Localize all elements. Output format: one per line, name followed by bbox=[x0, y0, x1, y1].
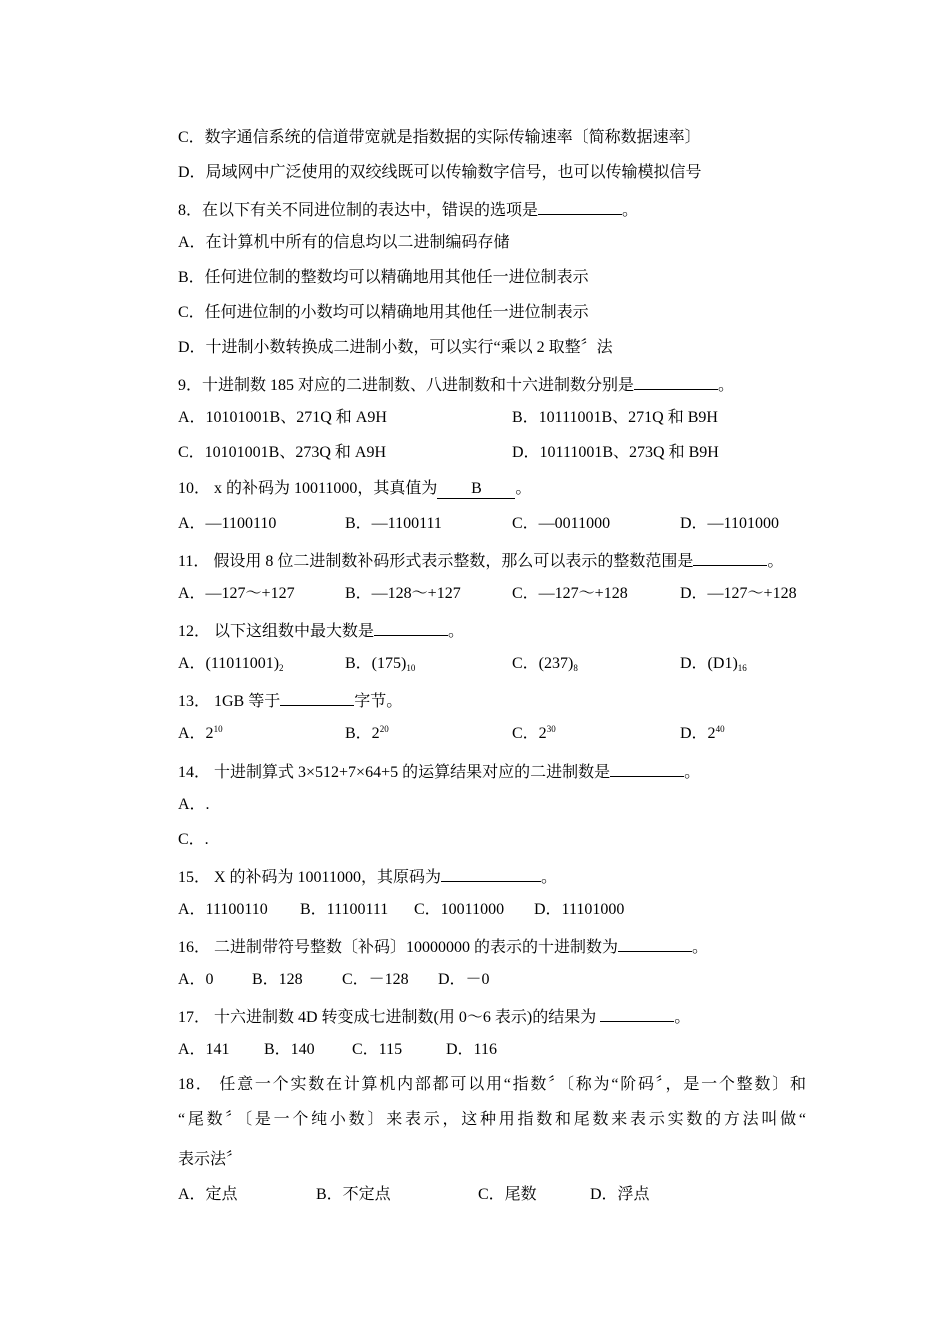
q12-stem bbox=[178, 619, 464, 639]
q9-stem-text: 9．十进制数 185 对应的二进制数、八进制数和十六进制数分别是 bbox=[178, 377, 635, 394]
q10-option-b: B．—1100111 bbox=[345, 515, 442, 532]
q10-option-a: A．—1100110 bbox=[178, 515, 277, 532]
q17-option-b: B．140 bbox=[264, 1041, 315, 1058]
q12-option-a-text: A．(11011001) bbox=[178, 655, 280, 672]
q13-stem-end: 字节。 bbox=[354, 693, 403, 710]
q11-stem bbox=[178, 549, 783, 569]
q8-option-b: B．任何进位制的整数均可以精确地用其他任一进位制表示 bbox=[178, 269, 589, 286]
q15-stem-end: 。 bbox=[540, 869, 557, 886]
q10-stem-text: 10． x 的补码为 10011000，其真值为 bbox=[178, 480, 438, 497]
q16-stem-end: 。 bbox=[692, 939, 709, 956]
q8-stem-end: 。 bbox=[622, 202, 639, 219]
q11-stem-end: 。 bbox=[767, 553, 784, 570]
q8-option-c: C．任何进位制的小数均可以精确地用其他任一进位制表示 bbox=[178, 304, 589, 321]
q15-option-c: C．10011000 bbox=[414, 901, 505, 918]
q12-option-c-text: C．(237) bbox=[512, 655, 574, 672]
q17-option-d: D．116 bbox=[446, 1041, 497, 1058]
q18-stem-line-1: 18． 任意一个实数在计算机内部都可以用“指数〞〔称为“阶码〞，是一个整数〕和 bbox=[178, 1076, 806, 1093]
q9-stem-end: 。 bbox=[718, 377, 735, 394]
q16-stem bbox=[178, 935, 708, 955]
q9-option-d: D．10111001B、273Q 和 B9H bbox=[512, 444, 719, 461]
q12-option-d-base: 16 bbox=[737, 663, 747, 673]
q11-option-c: C．—127～+128 bbox=[512, 585, 628, 602]
q11-option-b: B．—128～+127 bbox=[345, 585, 461, 602]
q13-option-a-text: A．2 bbox=[178, 725, 214, 742]
q18-stem-line-3: 表示法〞 bbox=[178, 1151, 243, 1168]
q11-option-a: A．—127～+127 bbox=[178, 585, 295, 602]
q8-stem bbox=[178, 198, 638, 218]
q14-stem-text: 14． 十进制算式 3×512+7×64+5 的运算结果对应的二进制数是 bbox=[178, 764, 611, 781]
q17-option-c: C．115 bbox=[352, 1041, 403, 1058]
q17-stem-text: 17． 十六进制数 4D 转变成七进制数(用 0～6 表示)的结果为 bbox=[178, 1009, 597, 1026]
q13-option-c-text: C．2 bbox=[512, 725, 547, 742]
q9-option-b: B．10111001B、271Q 和 B9H bbox=[512, 409, 718, 426]
q12-stem-end: 。 bbox=[448, 623, 465, 640]
q18-option-c: C．尾数 bbox=[478, 1186, 537, 1203]
answer-blank bbox=[634, 373, 718, 390]
q8-option-a: A．在计算机中所有的信息均以二进制编码存储 bbox=[178, 234, 510, 251]
q8-option-d: D．十进制小数转换成二进制小数，可以实行“乘以 2 取整〞法 bbox=[178, 339, 613, 356]
q13-option-c bbox=[512, 724, 556, 744]
q13-option-d-exponent: 40 bbox=[715, 724, 725, 734]
q11-option-d: D．—127～+128 bbox=[680, 585, 797, 602]
answer-blank bbox=[600, 1005, 674, 1022]
q9-option-a: A．10101001B、271Q 和 A9H bbox=[178, 409, 387, 426]
q13-stem-text: 13． 1GB 等于 bbox=[178, 693, 281, 710]
q9-option-c: C．10101001B、273Q 和 A9H bbox=[178, 444, 387, 461]
answer-blank bbox=[610, 760, 684, 777]
answer-blank bbox=[441, 865, 541, 882]
q14-stem bbox=[178, 760, 700, 780]
q13-option-a-exponent: 10 bbox=[213, 724, 223, 734]
q12-stem-text: 12． 以下这组数中最大数是 bbox=[178, 623, 375, 640]
answer-blank bbox=[538, 198, 622, 215]
answer-blank bbox=[374, 619, 448, 636]
q10-option-c: C．—0011000 bbox=[512, 515, 611, 532]
q12-option-d bbox=[680, 654, 747, 674]
q7-option-c: C．数字通信系统的信道带宽就是指数据的实际传输速率〔简称数据速率〕 bbox=[178, 129, 701, 146]
q17-stem-end: 。 bbox=[674, 1009, 691, 1026]
q12-option-d-text: D．(D1) bbox=[680, 655, 738, 672]
q17-option-a: A．141 bbox=[178, 1041, 230, 1058]
q15-option-d: D．11101000 bbox=[534, 901, 625, 918]
q12-option-a-base: 2 bbox=[279, 663, 284, 673]
q13-option-a bbox=[178, 724, 223, 744]
q12-option-b bbox=[345, 654, 415, 674]
q15-stem bbox=[178, 865, 557, 885]
q10-option-d: D．—1101000 bbox=[680, 515, 779, 532]
q14-option-c: C．. bbox=[178, 831, 209, 848]
q16-option-a: A．0 bbox=[178, 971, 214, 988]
q16-stem-text: 16． 二进制带符号整数〔补码〕10000000 的表示的十进制数为 bbox=[178, 939, 619, 956]
q13-option-d-text: D．2 bbox=[680, 725, 716, 742]
q13-stem bbox=[178, 689, 402, 709]
q12-option-c-base: 8 bbox=[573, 663, 578, 673]
answer-blank bbox=[693, 549, 767, 566]
q10-answer: B bbox=[437, 480, 515, 499]
q18-option-b: B．不定点 bbox=[316, 1186, 391, 1203]
q15-option-a: A．11100110 bbox=[178, 901, 268, 918]
q7-option-d: D．局域网中广泛使用的双绞线既可以传输数字信号，也可以传输模拟信号 bbox=[178, 164, 702, 181]
q9-stem bbox=[178, 373, 734, 393]
q16-option-b: B．128 bbox=[252, 971, 303, 988]
q12-option-b-base: 10 bbox=[406, 663, 416, 673]
q18-option-d: D．浮点 bbox=[590, 1186, 650, 1203]
q10-stem-end: 。 bbox=[515, 480, 532, 497]
q12-option-a bbox=[178, 654, 284, 674]
q13-option-b-text: B．2 bbox=[345, 725, 380, 742]
answer-blank bbox=[280, 689, 354, 706]
q15-option-b: B．11100111 bbox=[300, 901, 389, 918]
q17-stem bbox=[178, 1005, 690, 1025]
q15-stem-text: 15． X 的补码为 10011000，其原码为 bbox=[178, 869, 441, 886]
q16-option-d: D．－0 bbox=[438, 971, 490, 988]
q14-stem-end: 。 bbox=[684, 764, 701, 781]
q18-option-a: A．定点 bbox=[178, 1186, 238, 1203]
q18-stem-line-2: “尾数〞〔是一个纯小数〕来表示，这种用指数和尾数来表示实数的方法叫做“ bbox=[178, 1111, 806, 1128]
q14-option-a: A．. bbox=[178, 796, 210, 813]
q12-option-b-text: B．(175) bbox=[345, 655, 407, 672]
q13-option-c-exponent: 30 bbox=[546, 724, 556, 734]
answer-blank bbox=[618, 935, 692, 952]
q11-stem-text: 11． 假设用 8 位二进制数补码形式表示整数，那么可以表示的整数范围是 bbox=[178, 553, 694, 570]
q13-option-d bbox=[680, 724, 725, 744]
q12-option-c bbox=[512, 654, 578, 674]
q13-option-b-exponent: 20 bbox=[379, 724, 389, 734]
q16-option-c: C．－128 bbox=[342, 971, 409, 988]
q10-stem bbox=[178, 479, 531, 499]
q13-option-b bbox=[345, 724, 389, 744]
q8-stem-text: 8．在以下有关不同进位制的表达中，错误的选项是 bbox=[178, 202, 539, 219]
